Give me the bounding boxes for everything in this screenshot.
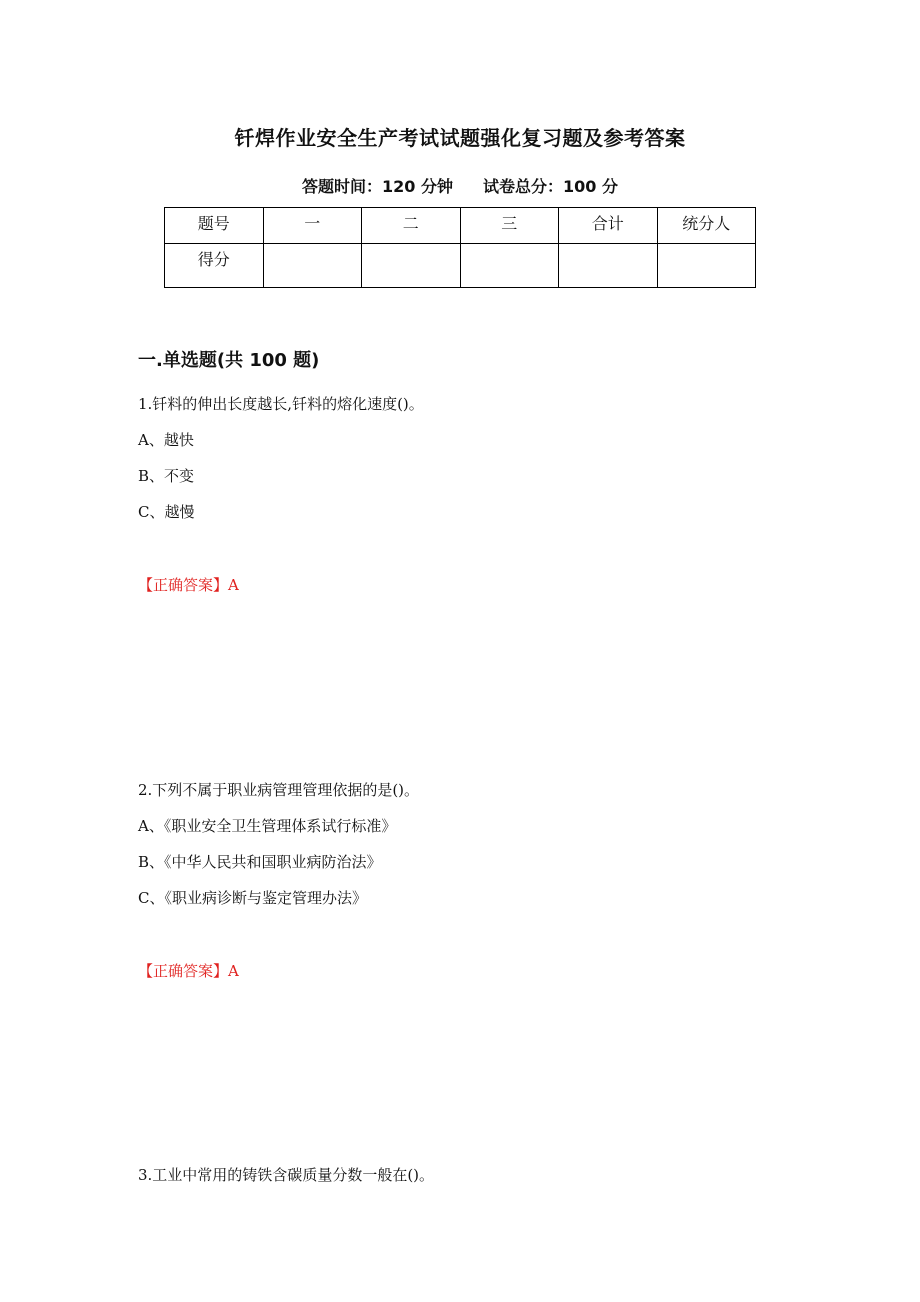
document-title: 钎焊作业安全生产考试试题强化复习题及参考答案 (234, 126, 686, 150)
score-row-label: 得分 (165, 244, 264, 288)
question-1-option-a: A、越快 (138, 431, 194, 449)
score-table-header: 合计 (559, 208, 658, 244)
score-table-header-row (165, 208, 756, 244)
score-cell[interactable] (559, 244, 658, 288)
question-2-option-c: C、《职业病诊断与鉴定管理办法》 (138, 889, 367, 907)
score-table-header: 一 (263, 208, 362, 244)
question-1-option-b: B、不变 (138, 467, 195, 485)
question-2-answer: 【正确答案】A (138, 962, 239, 980)
score-table-header: 题号 (165, 208, 264, 244)
question-1-option-c: C、越慢 (138, 503, 195, 521)
score-cell[interactable] (460, 244, 559, 288)
exam-time: 答题时间：120 分钟 (302, 177, 453, 196)
question-1-stem: 1.钎料的伸出长度越长,钎料的熔化速度()。 (138, 395, 424, 413)
score-table-header: 统分人 (657, 208, 756, 244)
score-table (164, 207, 756, 288)
score-table-header: 二 (362, 208, 461, 244)
score-cell[interactable] (657, 244, 756, 288)
question-2-stem: 2.下列不属于职业病管理管理依据的是()。 (138, 781, 420, 799)
exam-info (0, 174, 920, 197)
score-table-header: 三 (460, 208, 559, 244)
score-cell[interactable] (263, 244, 362, 288)
question-2-option-b: B、《中华人民共和国职业病防治法》 (138, 853, 382, 871)
exam-total-score: 试卷总分：100 分 (483, 177, 618, 196)
section-title: 一.单选题(共 100 题) (138, 350, 320, 371)
question-1-answer: 【正确答案】A (138, 576, 239, 594)
question-3-stem: 3.工业中常用的铸铁含碳质量分数一般在()。 (138, 1166, 435, 1184)
question-2-option-a: A、《职业安全卫生管理体系试行标准》 (138, 817, 397, 835)
score-cell[interactable] (362, 244, 461, 288)
score-table-score-row (165, 244, 756, 288)
